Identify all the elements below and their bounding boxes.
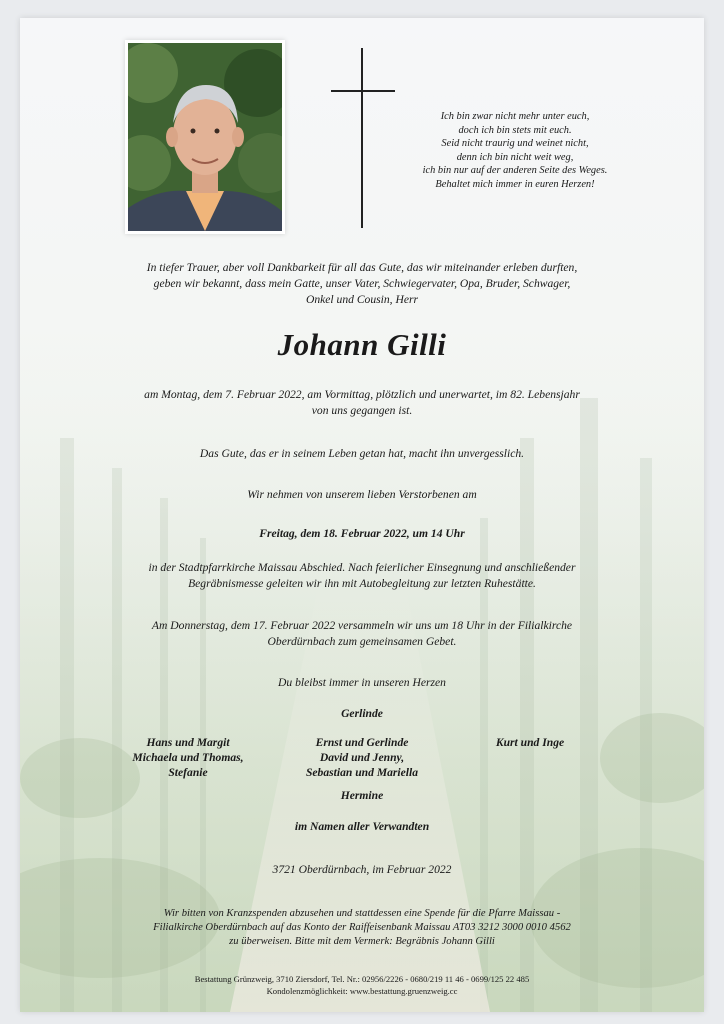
death-notice-line: von uns gegangen ist. <box>311 404 413 417</box>
mourner-sibling: Hermine <box>340 789 384 802</box>
poem <box>390 110 640 192</box>
funeral-details <box>20 560 704 592</box>
donation-request <box>20 907 704 949</box>
mourner-column-3 <box>460 735 600 750</box>
mourner-name: David und Jenny, <box>319 751 405 764</box>
mourner-name: Hans und Margit <box>146 736 230 749</box>
poem-line: Ich bin zwar nicht mehr unter euch, <box>440 111 590 122</box>
mourner-relatives: im Namen aller Verwandten <box>294 820 430 833</box>
mourner-name: Ernst und Gerlinde <box>315 736 409 749</box>
mourner-column-1 <box>118 735 258 780</box>
intro-text <box>20 260 704 308</box>
intro-line: Onkel und Cousin, Herr <box>305 293 419 306</box>
donation-line: zu überweisen. Bitte mit dem Vermerk: Begräbnis Johann Gilli <box>229 936 495 947</box>
prayer-line: Oberdürnbach zum gemeinsamen Gebet. <box>267 635 457 648</box>
closing-line: Du bleibst immer in unseren Herzen <box>278 676 446 689</box>
poem-line: doch ich bin stets mit euch. <box>458 124 572 136</box>
poem-line: Behaltet mich immer in euren Herzen! <box>435 178 595 190</box>
portrait-image <box>128 43 282 231</box>
memory-line: Das Gute, das er in seinem Leben getan hat, macht ihn unvergesslich. <box>199 447 525 460</box>
parte-sheet <box>20 18 704 1012</box>
place-date: 3721 Oberdürnbach, im Februar 2022 <box>272 863 452 876</box>
death-notice <box>20 387 704 419</box>
funeral-date: Freitag, dem 18. Februar 2022, um 14 Uhr <box>259 527 465 540</box>
mourner-name: Stefanie <box>168 766 208 779</box>
deceased-name: Johann Gilli <box>277 327 447 362</box>
prayer-line: Am Donnerstag, dem 17. Februar 2022 versammeln wir uns um 18 Uhr in der Filialkirche <box>151 619 573 632</box>
condolence-link[interactable]: Kondolenzmöglichkeit: www.bestattung.gruenzweig.cc <box>266 986 458 996</box>
mourner-column-2 <box>282 735 442 780</box>
mourner-name: Michaela und Thomas, <box>132 751 244 764</box>
funeral-details-line: in der Stadtpfarrkirche Maissau Abschied. Nach feierlicher Einsegnung und anschließender <box>148 561 576 574</box>
farewell-intro: Wir nehmen von unserem lieben Verstorbenen am <box>247 488 477 501</box>
donation-line: Filialkirche Oberdürnbach auf das Konto der Raiffeisenbank Maissau AT03 3212 3000 0010 4562 <box>153 922 571 933</box>
poem-line: Seid nicht traurig und weinet nicht, <box>441 138 589 150</box>
intro-line: geben wir bekannt, dass mein Gatte, unser Vater, Schwiegervater, Opa, Bruder, Schwager, <box>153 277 571 290</box>
prayer-notice <box>20 618 704 650</box>
death-notice-line: am Montag, dem 7. Februar 2022, am Vormittag, plötzlich und unerwartet, im 82. Lebensjahr <box>144 388 580 401</box>
mourner-name: Sebastian und Mariella <box>305 766 419 779</box>
mourner-name: Kurt und Inge <box>495 736 565 749</box>
poem-line: denn ich bin nicht weit weg, <box>456 151 574 163</box>
donation-line: Wir bitten von Kranzspenden abzusehen und stattdessen eine Spende für die Pfarre Maissau - <box>163 908 561 919</box>
intro-line: In tiefer Trauer, aber voll Dankbarkeit für all das Gute, das wir miteinander erleben durften, <box>146 261 578 274</box>
undertaker-footer <box>20 973 704 997</box>
mourner-wife: Gerlinde <box>341 707 383 720</box>
poem-line: ich bin nur auf der anderen Seite des Weges. <box>422 165 608 177</box>
funeral-details-line: Begräbnismesse geleiten wir ihn mit Autobegleitung zur letzten Ruhestätte. <box>188 577 536 590</box>
portrait-photo <box>125 40 285 234</box>
undertaker-contact: Bestattung Grünzweig, 3710 Ziersdorf, Tel. Nr.: 02956/2226 - 0680/219 11 46 - 0699/125 22 485 <box>194 974 530 984</box>
